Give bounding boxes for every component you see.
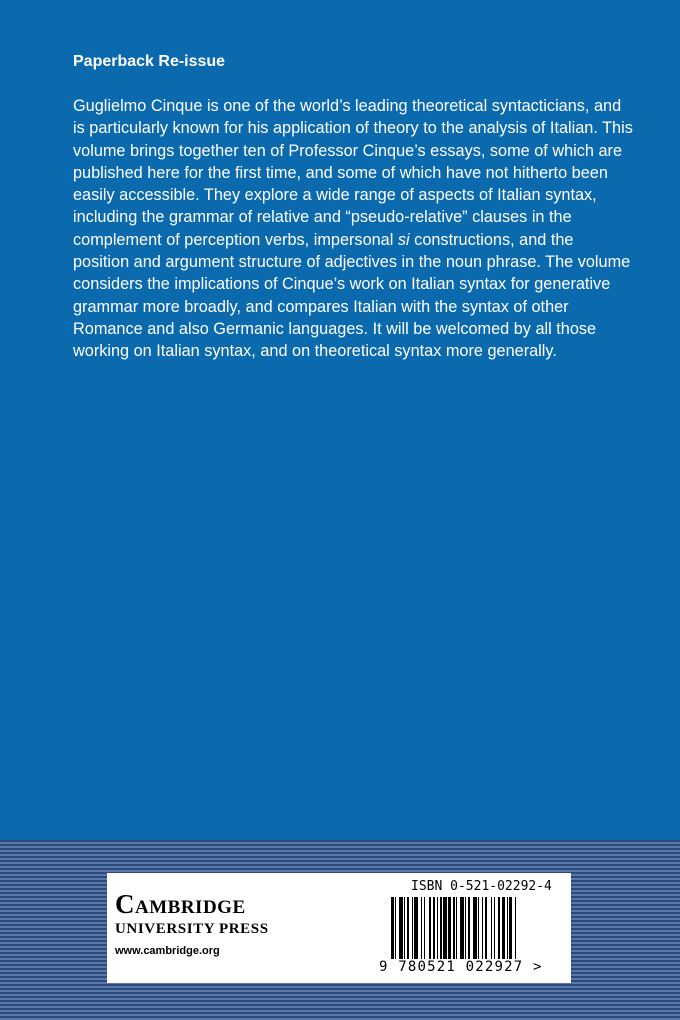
book-blurb [73,95,633,363]
blurb-part-2: constructions, and the position and argument structure of adjectives in the noun phrase. The volume considers the implications of Cinque’s work on Italian syntax for generative grammar more broadly, and compares Italian with the syntax of other Romance and also Germanic languages. It will be welcomed by all those working on Italian syntax, and on theoretical syntax more generally. [73,230,631,361]
barcode-bar [399,897,403,959]
barcode-bar [443,897,447,959]
cover-heading: Paperback Re-issue [73,53,226,70]
barcode-bar [491,897,492,959]
barcode-bar [404,897,405,959]
barcode-bar [482,897,483,959]
barcode-bar [509,897,512,959]
barcode-bar [498,897,501,959]
barcode-bar [485,897,488,959]
barcode-bar [395,897,396,959]
blurb-italic-si: si [397,230,410,249]
blurb-part-1: Guglielmo Cinque is one of the world’s leading theoretical syntacticians, and is particularly known for his application of theory to the analysis of Italian. This volume brings together ten of Professor Cinque’s essays, some of which are published here for the first time, and some of which have not hitherto been easily accessible. They explore a wide range of aspects of Italian syntax, including the grammar of relative and “pseudo-relative” clauses in the complement of perception verbs, impersonal [73,97,633,249]
barcode-bar [453,897,454,959]
barcode-bar [494,897,495,959]
barcode-bar [437,897,438,959]
barcode-bars [391,897,556,959]
barcode-bar [429,897,432,959]
barcode-bar [421,897,422,959]
barcode-bar [391,897,394,959]
barcode-bar [502,897,506,959]
barcode-bar [515,897,516,959]
barcode-bar [448,897,451,959]
back-cover-text [73,53,633,363]
barcode-bar [440,897,441,959]
barcode-bar [414,897,418,959]
publisher-subname: UNIVERSITY PRESS [115,921,269,937]
barcode-bar [433,897,436,959]
barcode-bar [465,897,466,959]
publisher-url: www.cambridge.org [115,945,220,957]
barcode-bar [424,897,425,959]
barcode-bar [407,897,410,959]
barcode-bar [468,897,471,959]
barcode-bar [507,897,508,959]
barcode-bar [473,897,477,959]
barcode-bar [460,897,464,959]
barcode-bar [456,897,457,959]
barcode-bar [478,897,479,959]
barcode-digits: 9 780521 022927 > [379,959,543,975]
isbn-label: ISBN 0-521-02292-4 [411,879,552,894]
publisher-logo [115,891,269,957]
barcode [377,877,569,981]
publisher-name: Cambridge [115,889,246,919]
barcode-bar [412,897,413,959]
publisher-label [107,873,571,983]
